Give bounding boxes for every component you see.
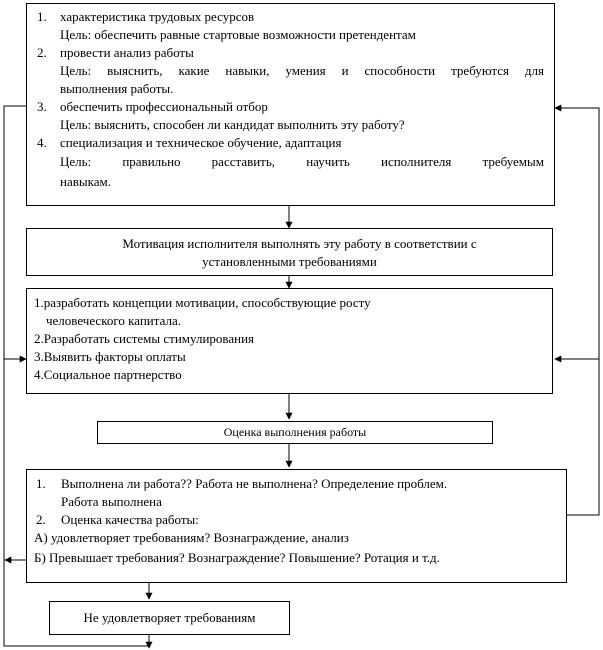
assessment-line-2: Работа выполнена (61, 494, 162, 509)
motivation-line-2: установленными требованиями (202, 254, 377, 269)
assessment-line-1: Выполнена ли работа?? Работа не выполнена? Определение проблем. (61, 476, 448, 491)
item-1 (37, 8, 544, 44)
item-3 (37, 98, 544, 134)
item-goal: Цель: выяснить, способен ли кандидат выполнить эту работу? (60, 117, 405, 132)
evaluation-box (97, 421, 493, 444)
item-title: обеспечить профессиональный отбор (60, 99, 268, 114)
action-2: 2.Разработать системы стимулирования (34, 331, 255, 346)
item-2 (37, 44, 544, 98)
item-title: характеристика трудовых ресурсов (60, 9, 255, 24)
action-4: 4.Социальное партнерство (34, 367, 182, 382)
item-number: 4. (37, 135, 47, 150)
item-goal-line-1: Цель: правильно расставить, научить исполнителя требуемым (60, 154, 544, 169)
not-satisfying-label: Не удовлетворяет требованиям (83, 610, 256, 625)
evaluation-label: Оценка выполнения работы (223, 425, 367, 439)
assessment-line-4: А) удовлетворяет требованиям? Вознаграждение, анализ (34, 530, 349, 545)
assessment-number: 1. (36, 476, 46, 491)
item-number: 1. (37, 9, 47, 24)
motivation-line-1: Мотивация исполнителя выполнять эту работу в соответствии с (122, 236, 477, 251)
item-title: провести анализ работы (60, 45, 194, 60)
assessment-item-2 (34, 511, 566, 529)
item-goal: Цель: обеспечить равные стартовые возможности претендентам (60, 27, 416, 42)
motivation-actions-box (26, 288, 553, 394)
item-goal-line-1: Цель: выяснить, какие навыки, умения и способности требуются для (60, 63, 544, 78)
item-4 (37, 134, 544, 192)
action-3: 3.Выявить факторы оплаты (34, 349, 186, 364)
not-satisfying-box (49, 601, 290, 635)
motivation-box (26, 228, 553, 276)
item-number: 3. (37, 99, 47, 114)
assessment-line-3: Оценка качества работы: (61, 512, 199, 527)
right-feedback-line (555, 108, 599, 515)
item-number: 2. (37, 45, 47, 60)
item-goal-line-2: выполнения работы. (60, 81, 174, 96)
action-1-cont: человеческого капитала. (46, 313, 181, 328)
assessment-line-5: Б) Превышает требования? Вознаграждение? Повышение? Ротация и т.д. (34, 550, 440, 565)
stage-box-1 (26, 3, 555, 206)
item-title: специализация и техническое обучение, адаптация (60, 135, 342, 150)
assessment-item-1 (34, 475, 566, 511)
action-1: 1.разработать концепции мотивации, способствующие росту (34, 295, 371, 310)
item-goal-line-2: навыкам. (60, 174, 111, 189)
assessment-number: 2. (36, 512, 46, 527)
assessment-box (26, 469, 567, 583)
